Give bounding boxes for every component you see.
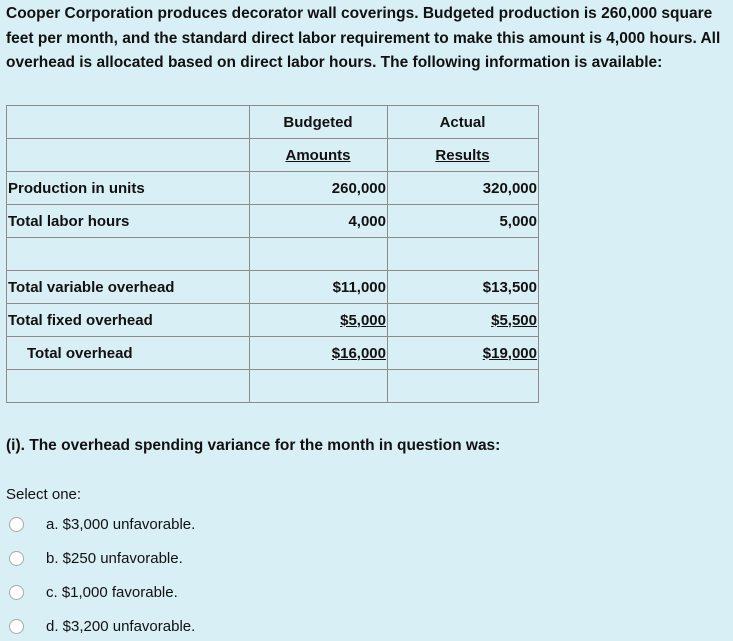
- option-label: c. $1,000 favorable.: [46, 583, 178, 601]
- actual-value: [388, 370, 539, 403]
- table-row: [7, 271, 539, 304]
- table-header-row: [7, 106, 539, 139]
- question-text: (i). The overhead spending variance for the month in question was:: [6, 437, 501, 454]
- row-label: Total fixed overhead: [7, 304, 250, 337]
- table-row: [7, 337, 539, 370]
- budgeted-value: 4,000: [250, 205, 388, 238]
- row-label: Total variable overhead: [7, 271, 250, 304]
- results-header: Results: [388, 139, 539, 172]
- actual-header: Actual: [388, 106, 539, 139]
- table-header-row: [7, 139, 539, 172]
- problem-statement: Cooper Corporation produces decorator wall coverings. Budgeted production is 260,000 square feet per month, and the standard direct labor requirement to make this amount is 4,000 hours. All overhead is allocated based on direct labor hours. The following information is available:: [6, 5, 721, 71]
- budgeted-value: $16,000: [250, 337, 388, 370]
- answer-option-a[interactable]: [9, 513, 195, 535]
- budgeted-value: 260,000: [250, 172, 388, 205]
- option-label: d. $3,200 unfavorable.: [46, 617, 196, 635]
- answer-option-c[interactable]: [9, 581, 178, 603]
- row-label: [7, 370, 250, 403]
- table-row: [7, 304, 539, 337]
- row-label: [7, 238, 250, 271]
- amounts-header: Amounts: [250, 139, 388, 172]
- table-cell: [7, 139, 250, 172]
- budgeted-value: [250, 238, 388, 271]
- answer-option-b[interactable]: [9, 547, 183, 569]
- answer-option-d[interactable]: [9, 615, 195, 637]
- budgeted-header: Budgeted: [250, 106, 388, 139]
- budgeted-value: [250, 370, 388, 403]
- overhead-data-table: [6, 105, 539, 403]
- row-label: Total labor hours: [7, 205, 250, 238]
- budgeted-value: $11,000: [250, 271, 388, 304]
- actual-value: 5,000: [388, 205, 539, 238]
- actual-value: [388, 238, 539, 271]
- option-label: b. $250 unfavorable.: [46, 549, 183, 567]
- radio-button-icon[interactable]: [9, 551, 24, 566]
- actual-value: $5,500: [388, 304, 539, 337]
- table-cell: [7, 106, 250, 139]
- table-row: [7, 370, 539, 403]
- table-row: [7, 172, 539, 205]
- table-row: [7, 205, 539, 238]
- row-label: Production in units: [7, 172, 250, 205]
- actual-value: $13,500: [388, 271, 539, 304]
- table-row: [7, 238, 539, 271]
- budgeted-value: $5,000: [250, 304, 388, 337]
- radio-button-icon[interactable]: [9, 517, 24, 532]
- radio-button-icon[interactable]: [9, 619, 24, 634]
- option-label: a. $3,000 unfavorable.: [46, 515, 196, 533]
- select-one-label: Select one:: [6, 486, 82, 503]
- row-label: Total overhead: [7, 337, 250, 370]
- actual-value: $19,000: [388, 337, 539, 370]
- actual-value: 320,000: [388, 172, 539, 205]
- radio-button-icon[interactable]: [9, 585, 24, 600]
